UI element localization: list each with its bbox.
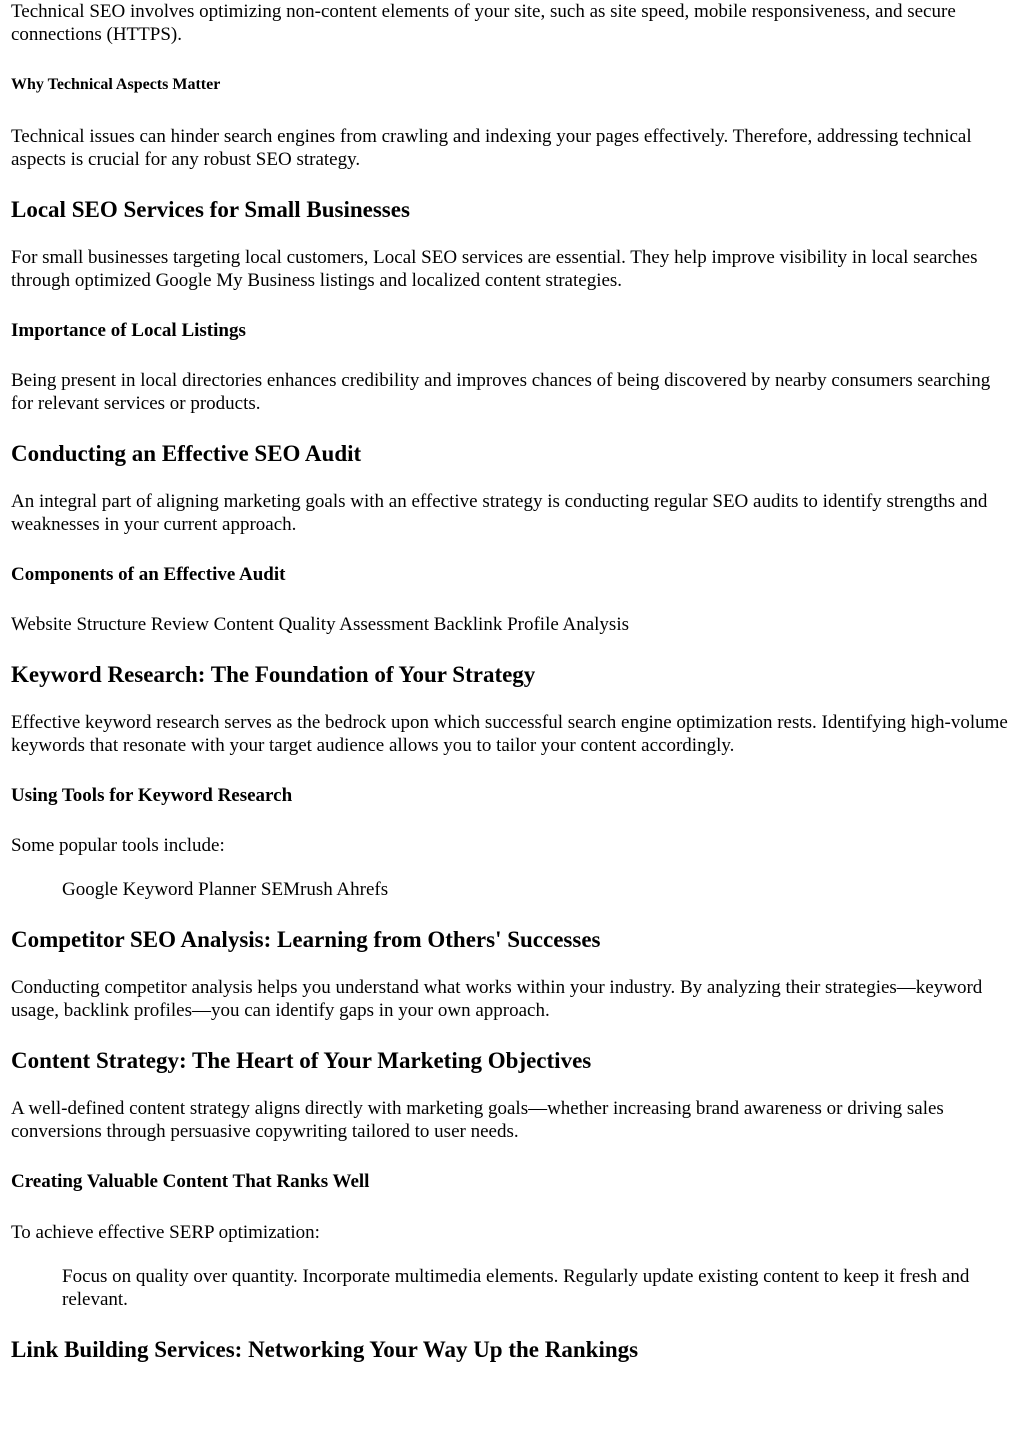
content-tips-list: Focus on quality over quantity. Incorporate multimedia elements. Regularly update existing content to keep it fresh and relevant.	[62, 1266, 970, 1310]
tool-list: Google Keyword Planner SEMrush Ahrefs	[62, 879, 389, 900]
paragraph-audit-components: Website Structure Review Content Quality Assessment Backlink Profile Analysis	[11, 614, 630, 635]
paragraph-technical-issues: Technical issues can hinder search engines from crawling and indexing your pages effectively. Therefore, addressing technical aspects is crucial for any robust SEO strategy.	[11, 126, 972, 170]
heading-link-building: Link Building Services: Networking Your Way Up the Rankings	[11, 1337, 639, 1362]
heading-valuable-content: Creating Valuable Content That Ranks Well	[11, 1171, 370, 1192]
heading-content-strategy: Content Strategy: The Heart of Your Marketing Objectives	[11, 1048, 592, 1073]
paragraph-keyword-research: Effective keyword research serves as the bedrock upon which successful search engine optimization rests. Identifying high-volume keywords that resonate with your target audience allows you to tailor your content accordingly.	[11, 712, 1008, 756]
paragraph-local-seo: For small businesses targeting local customers, Local SEO services are essential. They help improve visibility in local searches through optimized Google My Business listings and localized content strategies.	[11, 247, 978, 291]
heading-competitor-analysis: Competitor SEO Analysis: Learning from Others' Successes	[11, 927, 601, 952]
paragraph-serp-optimization: To achieve effective SERP optimization:	[11, 1222, 320, 1243]
heading-local-listings: Importance of Local Listings	[11, 320, 246, 341]
heading-why-technical-aspects: Why Technical Aspects Matter	[11, 76, 221, 93]
heading-seo-audit: Conducting an Effective SEO Audit	[11, 441, 362, 466]
heading-audit-components: Components of an Effective Audit	[11, 564, 286, 585]
paragraph-technical-seo: Technical SEO involves optimizing non-content elements of your site, such as site speed, mobile responsiveness, and secure connections (HTTPS).	[11, 1, 956, 45]
paragraph-seo-audit: An integral part of aligning marketing goals with an effective strategy is conducting regular SEO audits to identify strengths and weaknesses in your current approach.	[11, 491, 988, 535]
heading-keyword-research: Keyword Research: The Foundation of Your Strategy	[11, 662, 536, 687]
heading-keyword-tools: Using Tools for Keyword Research	[11, 785, 293, 806]
paragraph-local-listings: Being present in local directories enhances credibility and improves chances of being discovered by nearby consumers searching for relevant services or products.	[11, 370, 991, 414]
paragraph-content-strategy: A well-defined content strategy aligns directly with marketing goals—whether increasing brand awareness or driving sales conversions through persuasive copywriting tailored to user needs.	[11, 1098, 944, 1142]
heading-local-seo: Local SEO Services for Small Businesses	[11, 197, 410, 222]
paragraph-popular-tools: Some popular tools include:	[11, 835, 225, 856]
paragraph-competitor-analysis: Conducting competitor analysis helps you understand what works within your industry. By analyzing their strategies—keyword usage, backlink profiles—you can identify gaps in your own approach.	[11, 977, 983, 1021]
